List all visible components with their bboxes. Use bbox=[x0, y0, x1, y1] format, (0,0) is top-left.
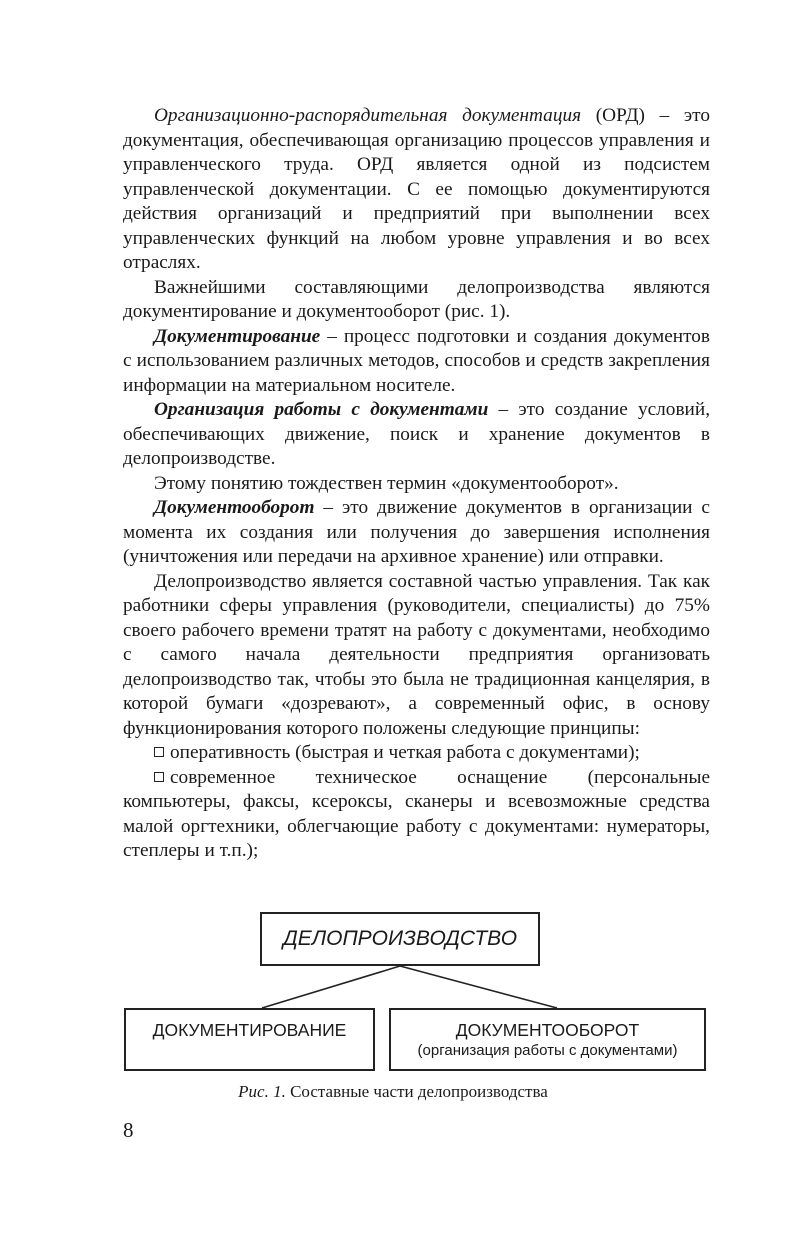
diagram-box-document-flow: ДОКУМЕНТООБОРОТ (организация работы с документами) bbox=[389, 1008, 706, 1071]
page-number: 8 bbox=[123, 1118, 134, 1142]
paragraph-synonym: Этому понятию тождествен термин «документооборот». bbox=[154, 472, 619, 494]
paragraph-management: Делопроизводство является составной частью управления. Так как работники сферы управления (руководители, специалисты) до 75% своего рабочего времени тратят на работу с документами, необходимо с самого начала деятельности предприятия организовать делопроизводство так, чтобы это была не традиционная канцелярия, в которой бумаги «дозревают», а современный офис, в основу функционирования которого положены следующие принципы: bbox=[123, 570, 710, 739]
diagram-box-documenting: ДОКУМЕНТИРОВАНИЕ bbox=[124, 1008, 375, 1071]
connector-right bbox=[400, 966, 557, 1008]
diagram-box-subtitle: (организация работы с документами) bbox=[417, 1042, 678, 1059]
term-ord: Организационно-распорядительная документация bbox=[154, 105, 582, 126]
paragraph-documenting: Документирование – процесс подготовки и создания документов с использованием различных методов, способов и средств закрепления информации на материальном носителе. bbox=[123, 325, 710, 396]
connector-left bbox=[262, 966, 400, 1008]
diagram-box-records-management: ДЕЛОПРОИЗВОДСТВО bbox=[260, 912, 540, 966]
paragraph-ord: Организационно-распорядительная документация (ОРД) – это документация, обеспечивающая организацию процессов управления и управленческого труда. ОРД является одной из подсистем управленческой документации. С ее помощью документируются действия организаций и предприятий при выполнении всех управленческих функций на любом уровне управления и во всех отраслях. bbox=[123, 105, 710, 273]
paragraph-work-organization: Организация работы с документами – это создание условий, обеспечивающих движение, поиск и хранение документов в делопроизводстве. bbox=[123, 399, 711, 469]
paragraph-document-flow: Документооборот – это движение документов в организации с момента их создания или получения до завершения исполнения (уничтожения или передачи на архивное хранение) или отправки. bbox=[123, 497, 710, 567]
term-work-organization: Организация работы с документами bbox=[154, 399, 489, 420]
bullet-item: современное техническое оснащение (персональные компьютеры, факсы, ксероксы, сканеры и всевозможные средства малой оргтехники, облегчающие работу с документами: нумераторы, степлеры и т.п.); bbox=[123, 766, 710, 861]
figure-caption: Рис. 1. Составные части делопроизводства bbox=[238, 1082, 548, 1101]
term-document-flow: Документооборот bbox=[154, 497, 315, 518]
paragraph-components: Важнейшими составляющими делопроизводства являются документирование и документооборот (рис. 1). bbox=[123, 276, 710, 322]
bullet-item: оперативность (быстрая и четкая работа с документами); bbox=[123, 741, 710, 766]
term-documenting: Документирование bbox=[154, 325, 321, 347]
